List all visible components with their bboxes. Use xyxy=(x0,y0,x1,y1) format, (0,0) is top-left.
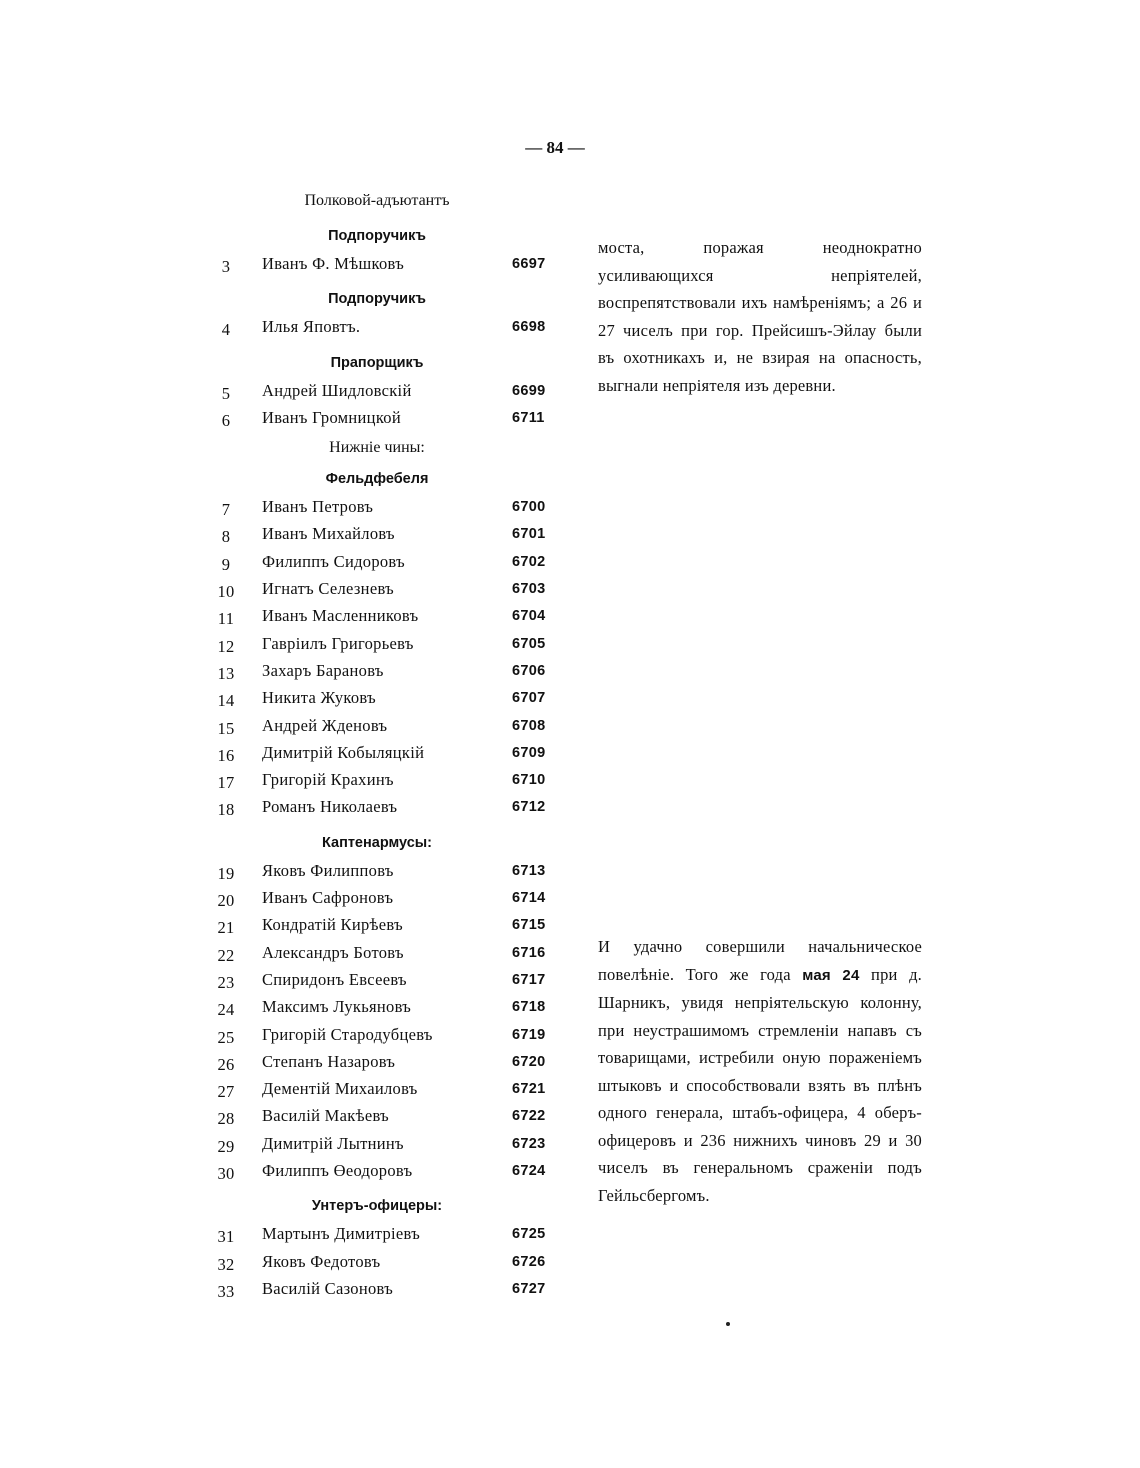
row-code: 6702 xyxy=(512,553,546,570)
heading-feldfebel: Фельдфебеля xyxy=(325,471,429,488)
roster-row xyxy=(212,522,562,549)
row-number: 25 xyxy=(217,1027,235,1047)
roster-row xyxy=(212,859,562,886)
heading-podporuchik: Подпоручикъ xyxy=(328,228,426,244)
row-number: 15 xyxy=(217,718,235,738)
heading-podporuchik: Подпоручикъ xyxy=(328,291,426,308)
row-code: 6698 xyxy=(512,319,546,336)
row-number: 9 xyxy=(221,554,231,574)
roster-row xyxy=(212,741,562,768)
roster-row xyxy=(212,714,562,741)
row-name: Игнатъ Селезневъ xyxy=(262,579,394,599)
row-name: Иванъ Петровъ xyxy=(262,497,374,517)
row-name: Василій Макѣевъ xyxy=(262,1106,389,1126)
row-number: 28 xyxy=(217,1109,235,1129)
roster-row xyxy=(212,406,562,433)
roster-row xyxy=(212,1077,562,1104)
unter-list xyxy=(212,1222,562,1304)
row-number: 33 xyxy=(217,1281,235,1301)
row-code: 6716 xyxy=(512,944,546,961)
row-name: Гавріилъ Григорьевъ xyxy=(262,633,414,653)
row-code: 6701 xyxy=(512,526,546,543)
heading-lower-ranks: Нижніе чины: xyxy=(329,439,425,457)
row-number: 26 xyxy=(217,1054,235,1074)
roster-row xyxy=(212,604,562,631)
row-name: Кондратій Кирѣевъ xyxy=(262,915,403,935)
roster-list xyxy=(212,190,562,1304)
row-code: 6715 xyxy=(512,917,546,934)
row-number: 30 xyxy=(217,1164,235,1184)
row-name: Димитрій Лытнинъ xyxy=(262,1133,404,1153)
row-number: 20 xyxy=(217,891,235,911)
row-number: 5 xyxy=(221,383,231,403)
row-name: Григорій Крахинъ xyxy=(262,770,394,790)
row-number: 7 xyxy=(221,500,231,520)
row-name: Александръ Ботовъ xyxy=(262,942,404,962)
roster-row xyxy=(212,1132,562,1159)
roster-row xyxy=(212,495,562,522)
row-code: 6714 xyxy=(512,890,546,907)
heading-adjutant: Полковой-адъютантъ xyxy=(304,192,450,209)
paragraph-2-text-b: при д. Шарникъ, увидя непріятельскую колонну, при неустрашимомъ стремленіи напавъ съ товарищами, истребили оную пораженіемъ штыковъ и способствовали взять въ плѣнъ одного генерала, штабъ-офицера, 4 оберъ-офицеровъ и 236 нижнихъ чиновъ 29 и 30 чиселъ въ генеральномъ сраженіи подъ Гейльсбергомъ. xyxy=(598,964,922,1205)
row-code: 6725 xyxy=(512,1226,546,1243)
roster-row xyxy=(212,632,562,659)
row-code: 6723 xyxy=(512,1135,546,1152)
row-number: 31 xyxy=(217,1227,235,1247)
roster-row xyxy=(212,913,562,940)
row-name: Иванъ Ф. Мѣшковъ xyxy=(262,254,405,273)
row-name: Яковъ Федотовъ xyxy=(262,1251,381,1271)
row-name: Иванъ Сафроновъ xyxy=(262,888,394,908)
page-number: — 84 — xyxy=(525,138,585,157)
row-name: Захаръ Барановъ xyxy=(262,660,384,680)
row-number: 21 xyxy=(217,918,235,938)
row-number: 12 xyxy=(217,636,235,656)
row-code: 6706 xyxy=(512,662,546,679)
row-number: 32 xyxy=(217,1254,235,1274)
row-name: Илья Яповтъ. xyxy=(262,317,361,337)
row-code: 6712 xyxy=(512,799,546,816)
row-code: 6720 xyxy=(512,1053,546,1070)
roster-row xyxy=(212,577,562,604)
row-number: 6 xyxy=(221,410,231,430)
row-name: Иванъ Масленниковъ xyxy=(262,606,419,626)
row-code: 6703 xyxy=(512,581,546,598)
paragraph-2-text-a: И удачно совершили начальническое повелѣніе. Того же года xyxy=(598,937,922,984)
row-code: 6699 xyxy=(512,382,546,399)
roster-row xyxy=(212,1222,562,1249)
row-name: Романъ Николаевъ xyxy=(262,797,398,817)
row-number: 18 xyxy=(217,800,235,820)
row-code: 6697 xyxy=(512,256,546,272)
roster-row xyxy=(212,968,562,995)
row-code: 6704 xyxy=(512,608,546,625)
row-number: 27 xyxy=(217,1082,235,1102)
row-code: 6707 xyxy=(512,690,546,707)
roster-row xyxy=(212,1159,562,1186)
row-name: Григорій Стародубцевъ xyxy=(262,1024,433,1044)
row-number: 23 xyxy=(217,972,235,992)
paragraph-2-date: мая 24 xyxy=(802,966,860,984)
row-number: 14 xyxy=(217,691,235,711)
row-number: 17 xyxy=(217,773,235,793)
ink-speck xyxy=(726,1322,730,1326)
row-name: Андрей Жденовъ xyxy=(262,715,388,735)
row-code: 6722 xyxy=(512,1108,546,1125)
row-code: 6708 xyxy=(512,717,546,734)
row-code: 6724 xyxy=(512,1163,546,1180)
row-name: Степанъ Назаровъ xyxy=(262,1051,396,1071)
heading-unter: Унтеръ-офицеры: xyxy=(311,1198,443,1215)
roster-row xyxy=(212,550,562,577)
row-number: 10 xyxy=(217,582,235,602)
row-number: 22 xyxy=(217,945,235,965)
roster-row xyxy=(212,659,562,686)
roster-row xyxy=(212,995,562,1022)
roster-row xyxy=(212,886,562,913)
row-name: Яковъ Филипповъ xyxy=(262,860,394,880)
feldfebel-list xyxy=(212,495,562,823)
roster-row xyxy=(212,795,562,822)
row-name: Димитрій Кобыляцкій xyxy=(262,742,425,762)
row-name: Мартынъ Димитріевъ xyxy=(262,1224,421,1244)
roster-row xyxy=(212,1050,562,1077)
roster-row xyxy=(212,768,562,795)
row-number: 4 xyxy=(221,320,231,340)
row-number: 24 xyxy=(217,1000,235,1020)
row-number: 29 xyxy=(217,1136,235,1156)
row-name: Максимъ Лукьяновъ xyxy=(262,997,412,1017)
row-code: 6718 xyxy=(512,999,546,1016)
row-number: 16 xyxy=(217,745,235,765)
row-name: Спиридонъ Евсеевъ xyxy=(262,969,407,989)
roster-row xyxy=(212,1250,562,1277)
roster-row xyxy=(212,941,562,968)
paragraph-2 xyxy=(598,933,922,1209)
row-code: 6719 xyxy=(512,1026,546,1043)
roster-row xyxy=(212,379,562,406)
row-name: Василій Сазоновъ xyxy=(262,1278,394,1298)
roster-row xyxy=(212,1023,562,1050)
roster-row xyxy=(212,1104,562,1131)
row-code: 6721 xyxy=(512,1081,546,1098)
row-code: 6710 xyxy=(512,772,546,789)
roster-row xyxy=(212,1277,562,1304)
row-name: Андрей Шидловскій xyxy=(262,380,412,400)
row-code: 6717 xyxy=(512,971,546,988)
row-code: 6705 xyxy=(512,635,546,652)
row-code: 6700 xyxy=(512,499,546,516)
roster-row xyxy=(212,686,562,713)
row-number: 11 xyxy=(217,609,235,629)
row-name: Филиппъ Сидоровъ xyxy=(262,551,405,571)
row-number: 3 xyxy=(221,257,231,276)
row-number: 19 xyxy=(217,863,235,883)
roster-row xyxy=(212,252,562,279)
roster-row xyxy=(212,315,562,342)
heading-praporshchik: Прапорщикъ xyxy=(330,354,424,371)
row-name: Никита Жуковъ xyxy=(262,688,376,708)
row-code: 6727 xyxy=(512,1280,546,1297)
row-name: Иванъ Громницкой xyxy=(262,407,401,427)
row-code: 6711 xyxy=(512,409,545,426)
row-name: Дементій Михаиловъ xyxy=(262,1079,418,1099)
kaptenarmus-list xyxy=(212,859,562,1187)
row-name: Филиппъ Өеодоровъ xyxy=(262,1161,413,1181)
row-number: 13 xyxy=(217,663,235,683)
heading-kaptenarmus: Каптенармусы: xyxy=(321,834,433,851)
row-code: 6713 xyxy=(512,862,546,879)
row-code: 6726 xyxy=(512,1253,546,1270)
paragraph-1: моста, поражая неоднократно усиливающихся непріятелей, воспрепятствовали ихъ намѣреніямъ; а 26 и 27 чиселъ при гор. Прейсишъ-Эйлау были въ охотникахъ и, не взирая на опасность, выгнали непріятеля изъ деревни. xyxy=(598,238,922,395)
row-number: 8 xyxy=(221,527,231,547)
row-name: Иванъ Михайловъ xyxy=(262,524,395,544)
row-code: 6709 xyxy=(512,744,546,761)
